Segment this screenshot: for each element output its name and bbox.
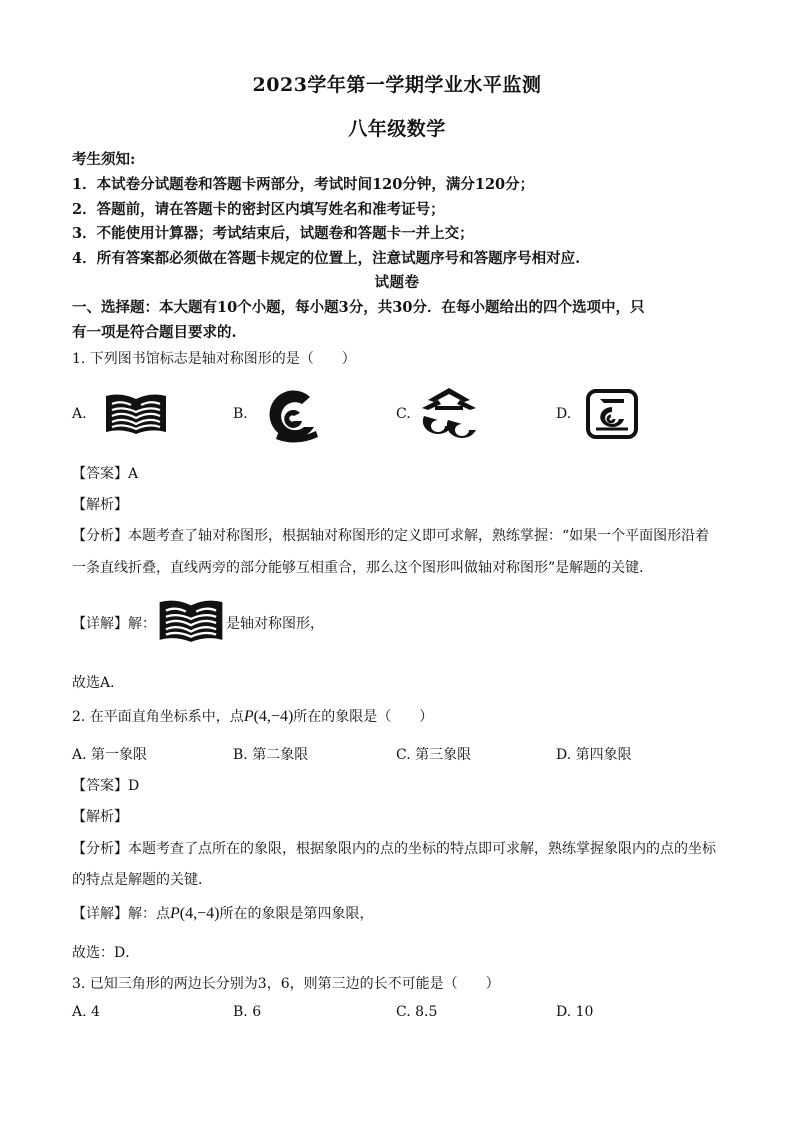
q3-stem: 3. 已知三角形的两边长分别为3，6，则第三边的长不可能是（ ） xyxy=(72,976,500,992)
q2-analysis-label: 【解析】 xyxy=(72,809,128,825)
q1-option-c-label: C. xyxy=(396,406,411,422)
q1-stem: 1. 下列图书馆标志是轴对称图形的是（ ） xyxy=(72,351,356,367)
q3-option-d: D. 10 xyxy=(556,1004,594,1020)
book-wave-logo-icon xyxy=(156,598,226,648)
q2-detail-point: P xyxy=(170,905,180,922)
q2-detail-coords: (4,−4) xyxy=(179,905,220,922)
q2-point-coords: (4,−4) xyxy=(253,708,294,725)
notice-item-4: 4．所有答案都必须做在答题卡规定的位置上，注意试题序号和答题序号相对应. xyxy=(72,250,581,267)
q2-stem xyxy=(72,706,433,726)
book-wave-logo-icon xyxy=(103,392,169,440)
q1-analysis-line1: 【分析】本题考查了轴对称图形，根据轴对称图形的定义即可求解，熟练掌握：“如果一个平面图形沿着 xyxy=(72,528,710,544)
q1-answer: 【答案】A xyxy=(72,466,139,482)
q2-point-symbol: P xyxy=(243,708,254,725)
q2-detail xyxy=(72,903,373,923)
q2-detail-prefix: 【详解】解：点 xyxy=(72,906,170,922)
q2-detail-suffix: 所在的象限是第四象限， xyxy=(219,906,374,922)
section-label: 试题卷 xyxy=(374,274,420,291)
q1-analysis-label: 【解析】 xyxy=(72,497,128,513)
q1-conclusion: 故选A． xyxy=(72,675,125,691)
q2-option-d: D. 第四象限 xyxy=(556,747,632,763)
roof-swirl-logo-icon xyxy=(418,386,480,446)
q2-conclusion: 故选：D． xyxy=(72,945,140,961)
spiral-c-logo-icon xyxy=(258,387,322,447)
q3-option-b: B. 6 xyxy=(233,1004,262,1020)
q1-analysis-line2: 一条直线折叠，直线两旁的部分能够互相重合，那么这个图形叫做轴对称图形”是解题的关键． xyxy=(72,560,654,576)
q2-analysis-line1: 【分析】本题考查了点所在的象限，根据象限内的点的坐标的特点即可求解，熟练掌握象限内的点的坐标 xyxy=(72,841,716,857)
exam-title: 2023学年第一学期学业水平监测 xyxy=(252,74,542,96)
q3-option-c: C. 8.5 xyxy=(396,1004,438,1020)
q3-option-a: A. 4 xyxy=(72,1004,100,1020)
q2-analysis-line2: 的特点是解题的关键． xyxy=(72,872,212,888)
q2-stem-suffix: 所在的象限是（ ） xyxy=(293,709,434,725)
q1-option-d-label: D. xyxy=(556,406,572,422)
q1-detail-suffix: 是轴对称图形， xyxy=(226,616,324,632)
exam-subtitle: 八年级数学 xyxy=(348,118,446,140)
q1-detail xyxy=(72,600,324,646)
q1-option-a-label: A. xyxy=(72,406,87,422)
section-heading-line2: 有一项是符合题目要求的. xyxy=(72,324,237,341)
notice-heading: 考生须知: xyxy=(72,151,136,168)
notice-item-1: 1．本试卷分试题卷和答题卡两部分，考试时间120分钟，满分120分； xyxy=(72,176,535,193)
q2-option-b: B. 第二象限 xyxy=(233,747,309,763)
q2-option-c: C. 第三象限 xyxy=(396,747,472,763)
notice-item-2: 2．答题前，请在答题卡的密封区内填写姓名和准考证号； xyxy=(72,201,445,218)
q2-answer: 【答案】D xyxy=(72,778,140,794)
q2-stem-prefix: 2. 在平面直角坐标系中，点 xyxy=(72,709,244,725)
q1-option-b-label: B. xyxy=(233,406,248,422)
q2-option-a: A. 第一象限 xyxy=(72,747,148,763)
q1-detail-prefix: 【详解】解： xyxy=(72,616,156,632)
square-spiral-logo-icon xyxy=(586,389,638,443)
section-heading-line1: 一、选择题：本大题有10个小题，每小题3分，共30分．在每小题给出的四个选项中，只 xyxy=(72,299,645,316)
notice-item-3: 3．不能使用计算器；考试结束后，试题卷和答题卡一并上交； xyxy=(72,225,474,242)
